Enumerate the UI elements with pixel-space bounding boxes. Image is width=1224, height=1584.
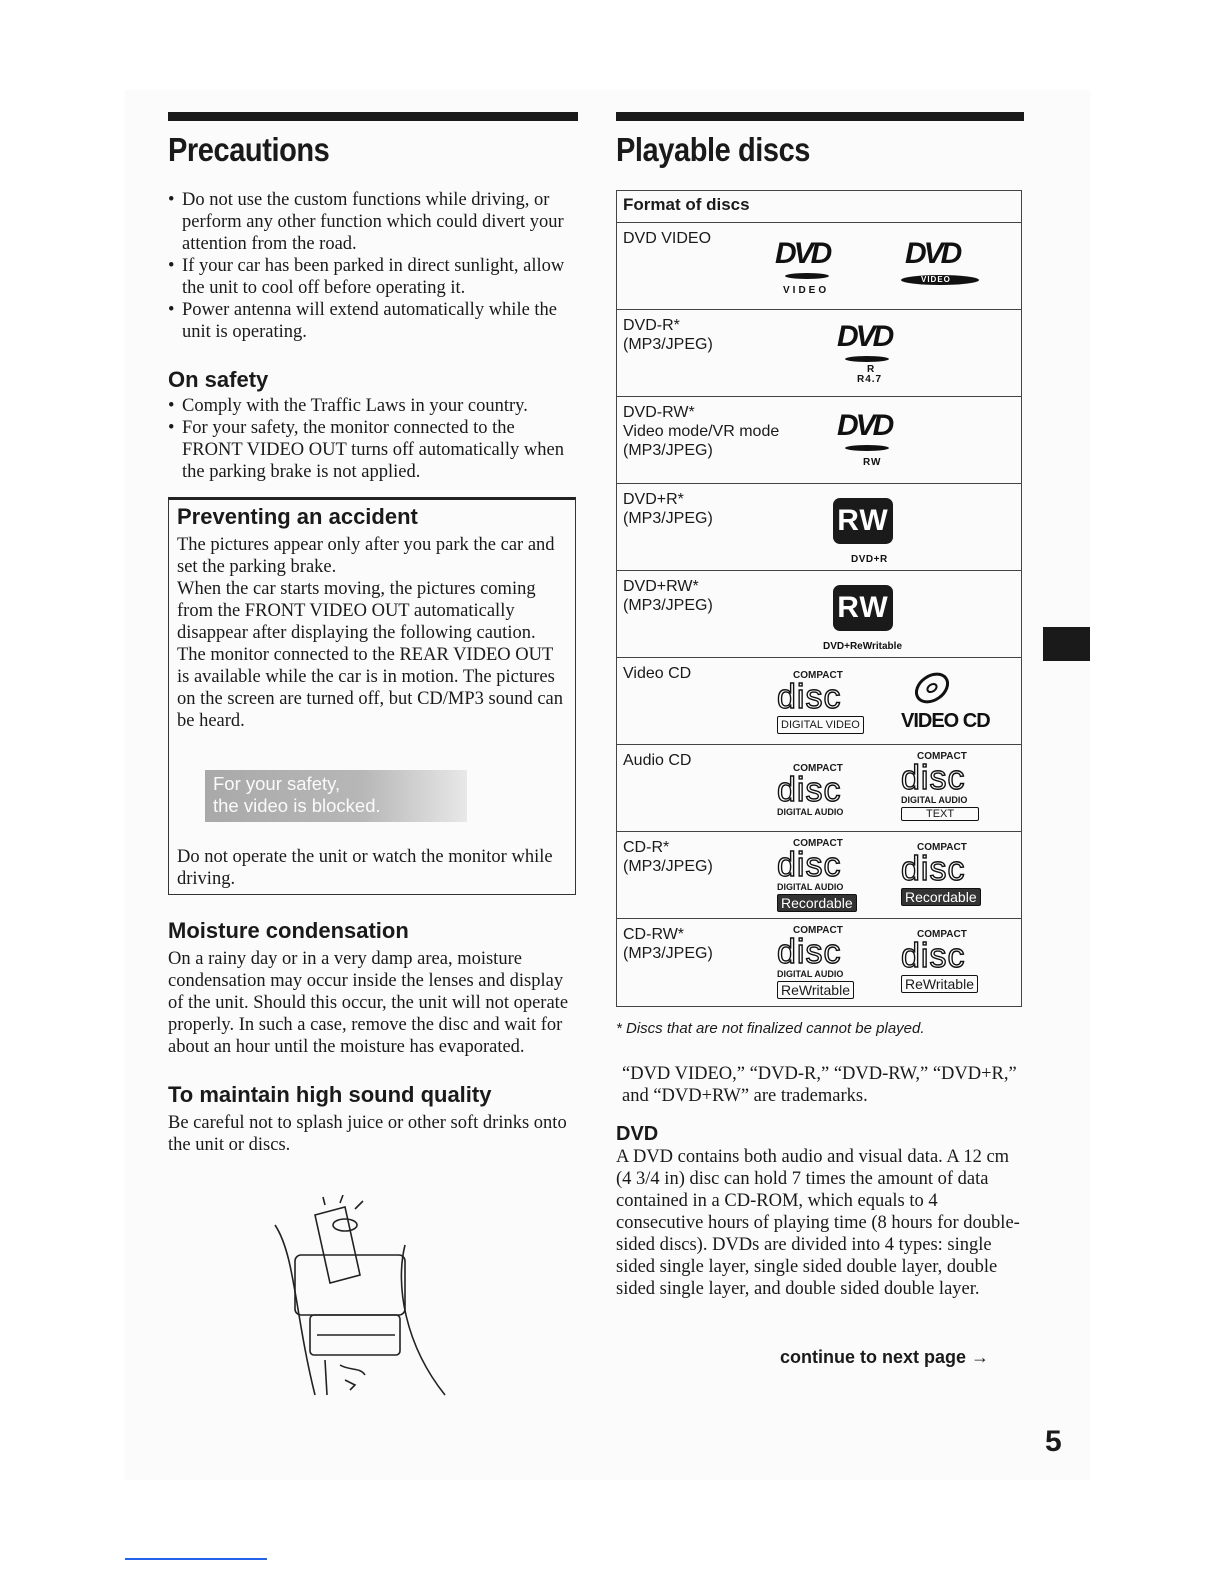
- footnote: * Discs that are not finalized cannot be played.: [616, 1020, 925, 1037]
- row-label: CD-R* (MP3/JPEG): [623, 839, 713, 875]
- disc-oval-icon: [845, 445, 889, 451]
- logo-caption: R: [867, 364, 876, 375]
- continue-link[interactable]: continue to next page →: [780, 1347, 990, 1367]
- table-row: [617, 658, 1021, 745]
- page-number: 5: [1045, 1425, 1062, 1458]
- compact-disc-logo: [777, 838, 867, 914]
- logo-caption: DIGITAL VIDEO: [777, 716, 864, 734]
- list-item: • For your safety, the monitor connected to the FRONT VIDEO OUT turns off automatically when the parking brake is not applied.: [168, 417, 578, 483]
- compact-disc-text-logo: [901, 751, 991, 827]
- logo-caption: VIDEO: [783, 285, 830, 296]
- screen-line: the video is blocked.: [213, 795, 381, 816]
- safety-list: [168, 395, 578, 483]
- rw-logo-icon: RW: [833, 498, 893, 544]
- table-header: Format of discs: [617, 191, 1021, 223]
- disc-wordmark: disc: [901, 759, 966, 797]
- accident-paragraph: The pictures appear only after you park the car and set the parking brake.: [177, 535, 555, 577]
- table-row: [617, 397, 1021, 484]
- moisture-heading: Moisture condensation: [168, 918, 409, 943]
- logo-caption: DIGITAL AUDIO: [777, 807, 844, 817]
- row-label: CD-RW* (MP3/JPEG): [623, 926, 713, 962]
- rw-logo-icon: RW: [833, 585, 893, 631]
- logo-caption: DVD+R: [851, 554, 888, 565]
- logo-caption: DVD+ReWritable: [823, 641, 903, 652]
- logo-caption: COMPACT: [917, 929, 967, 940]
- table-row: [617, 223, 1021, 310]
- disc-wordmark: disc: [901, 937, 966, 975]
- section-tab-marker: [1043, 627, 1090, 661]
- section-rule: [616, 112, 1024, 121]
- row-label: Video CD: [623, 665, 692, 682]
- bottom-line: [125, 1558, 267, 1560]
- accident-box: [168, 497, 576, 895]
- logo-caption: COMPACT: [917, 842, 967, 853]
- table-row: [617, 571, 1021, 658]
- logo-caption: Recordable: [901, 888, 981, 906]
- disc-wordmark: disc: [777, 846, 842, 884]
- moisture-section: [168, 918, 578, 1156]
- screen-line: For your safety,: [213, 773, 341, 794]
- compact-disc-logo: [901, 929, 991, 1001]
- list-item: • If your car has been parked in direct sunlight, allow the unit to cool off before operating it.: [168, 255, 578, 299]
- logo-caption: RW: [863, 457, 882, 468]
- logo-caption: COMPACT: [793, 763, 843, 774]
- precautions-title: Precautions: [168, 131, 330, 168]
- sound-text: Be careful not to splash juice or other soft drinks onto the unit or discs.: [168, 1113, 567, 1155]
- trademark-note: “DVD VIDEO,” “DVD-R,” “DVD-RW,” “DVD+R,” and “DVD+RW” are trademarks.: [622, 1064, 1017, 1106]
- row-label: DVD-R* (MP3/JPEG): [623, 317, 713, 353]
- disc-format-table: [616, 190, 1022, 1007]
- dvd-r-logo: DVD: [837, 320, 892, 353]
- dvd-text: A DVD contains both audio and visual data. A 12 cm (4 3/4 in) disc can hold 7 times the amount of data contained in a CD-ROM, which equals to 4 consecutive hours of playing time (8 hours for double-sided discs). DVDs are divided into 4 types: single sided single layer, single sided double layer, double sided single layer, and double sided double layer.: [616, 1147, 1020, 1299]
- dvd-rw-logo: DVD: [837, 409, 892, 442]
- row-label: DVD VIDEO: [623, 230, 712, 247]
- logo-caption: TEXT: [901, 807, 979, 821]
- row-label: DVD+RW* (MP3/JPEG): [623, 578, 713, 614]
- disc-oval-icon: [785, 273, 829, 279]
- splash-illustration: [255, 1195, 455, 1415]
- logo-caption: COMPACT: [793, 670, 843, 681]
- precautions-section: [168, 112, 578, 483]
- list-item: • Do not use the custom functions while driving, or perform any other function which could divert your attention from the road.: [168, 189, 578, 255]
- table-row: [617, 919, 1021, 1006]
- logo-caption: VIDEO: [921, 275, 951, 284]
- logo-caption: Recordable: [777, 894, 857, 912]
- dvd-video-logo: DVD: [775, 237, 830, 270]
- safety-screen-image: [205, 770, 467, 822]
- disc-wordmark: disc: [777, 678, 842, 716]
- table-row: [617, 310, 1021, 397]
- logo-caption: DIGITAL AUDIO: [901, 795, 968, 805]
- accident-heading: Preventing an accident: [177, 504, 418, 529]
- sound-heading: To maintain high sound quality: [168, 1082, 492, 1107]
- safety-heading: On safety: [168, 367, 269, 392]
- table-row: [617, 745, 1021, 832]
- list-item: • Comply with the Traffic Laws in your country.: [168, 395, 578, 417]
- row-label: DVD-RW* Video mode/VR mode (MP3/JPEG): [623, 404, 780, 459]
- disc-wordmark: disc: [901, 850, 966, 888]
- playable-discs-title: Playable discs: [616, 131, 811, 168]
- video-cd-logo: VIDEO CD: [901, 710, 990, 732]
- dvd-section: [616, 1123, 1026, 1300]
- logo-caption: COMPACT: [793, 838, 843, 849]
- moisture-text: On a rainy day or in a very damp area, moisture condensation may occur inside the lenses and display of the unit. Should this occur, the unit will not operate properly. In such a case, remove the disc and wait for about an hour until the moisture has evaporated.: [168, 949, 569, 1057]
- logo-caption: ReWritable: [777, 981, 854, 999]
- disc-oval-icon: [845, 356, 889, 362]
- table-row: [617, 484, 1021, 571]
- playable-discs-section: [616, 112, 1024, 169]
- dvd-video-logo: DVD: [905, 237, 960, 270]
- logo-caption: COMPACT: [917, 751, 967, 762]
- row-label: DVD+R* (MP3/JPEG): [623, 491, 713, 527]
- disc-wordmark: disc: [777, 771, 842, 809]
- compact-disc-logo: [777, 763, 867, 829]
- logo-caption: R4.7: [857, 374, 883, 385]
- logo-caption: DIGITAL AUDIO: [777, 882, 844, 892]
- compact-disc-logo: [901, 842, 991, 914]
- video-cd-disc-icon: [907, 670, 957, 706]
- logo-caption: ReWritable: [901, 975, 978, 993]
- accident-paragraph: The monitor connected to the REAR VIDEO OUT is available while the car is in motion. The pictures on the screen are turned off, but CD/MP3 sound can be heard.: [177, 645, 564, 731]
- section-rule: [168, 112, 578, 121]
- disc-wordmark: disc: [777, 933, 842, 971]
- table-row: [617, 832, 1021, 919]
- logo-caption: DIGITAL AUDIO: [777, 969, 844, 979]
- accident-paragraph: When the car starts moving, the pictures coming from the FRONT VIDEO OUT automatically disappear after displaying the following caution.: [177, 579, 536, 643]
- dvd-heading: DVD: [616, 1123, 659, 1145]
- compact-disc-logo: [777, 925, 867, 1001]
- row-label: Audio CD: [623, 752, 692, 769]
- compact-disc-logo: [777, 670, 867, 736]
- accident-paragraph: Do not operate the unit or watch the monitor while driving.: [177, 847, 553, 889]
- logo-caption: COMPACT: [793, 925, 843, 936]
- precautions-list: [168, 189, 578, 343]
- list-item: • Power antenna will extend automatically while the unit is operating.: [168, 299, 578, 343]
